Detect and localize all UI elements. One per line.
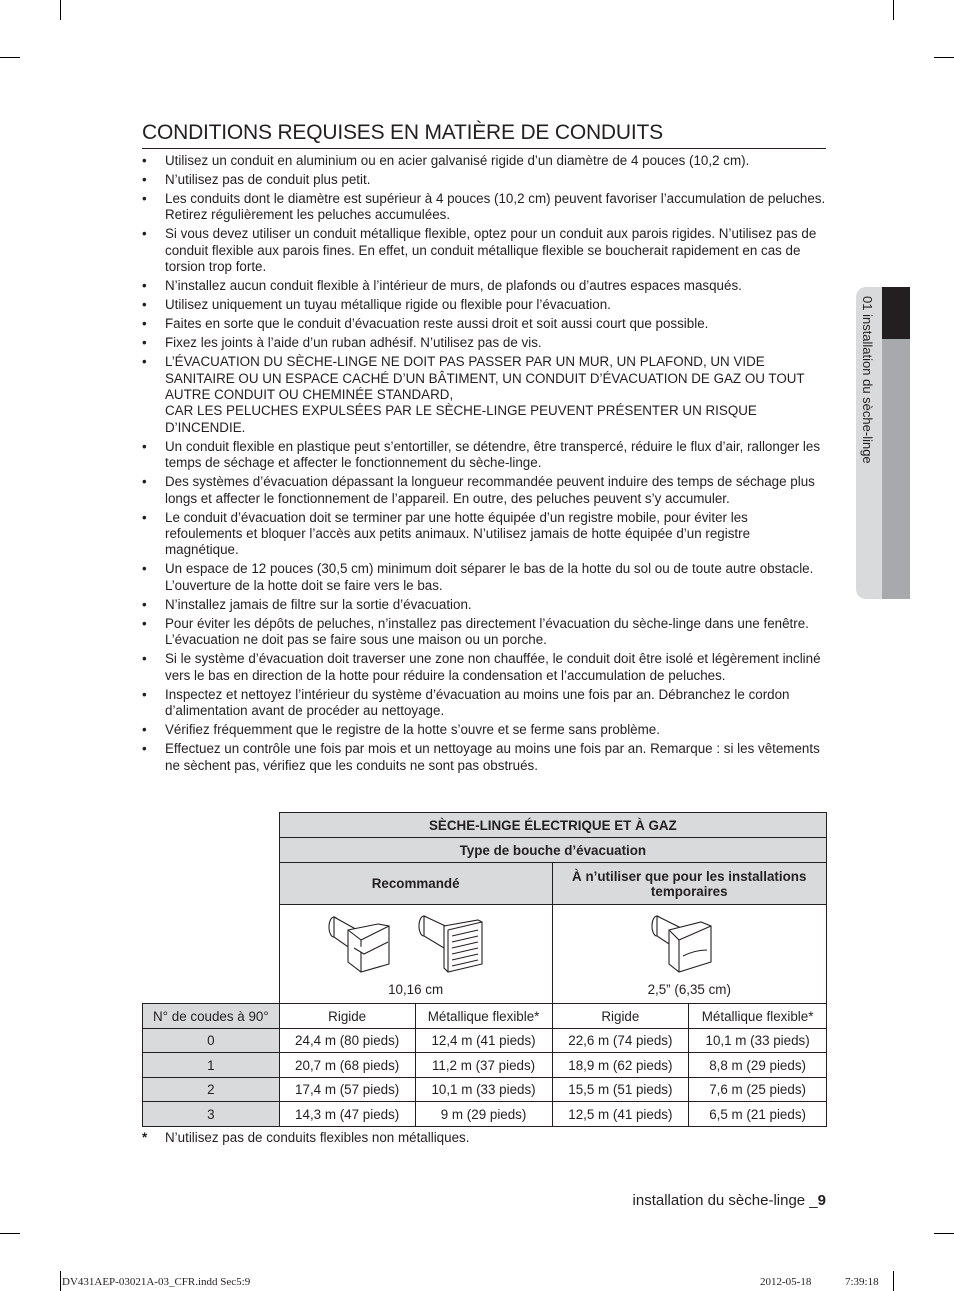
table-row: [143, 1102, 827, 1127]
requirement-text: • Le conduit d’évacuation doit se terminer par une hotte équipée d’un registre mobile, pour éviter les refoulements et bloquer l’accès aux petits animaux. N’utilisez jamais de hotte équipée d’un registre magnétique.: [165, 509, 751, 558]
requirement-item: [142, 316, 826, 332]
elbows-count: 3: [143, 1102, 280, 1127]
table-cell: 12,4 m (41 pieds): [415, 1029, 552, 1053]
crop-mark: [893, 0, 894, 20]
requirement-item: [142, 474, 826, 507]
requirement-item: [142, 561, 826, 594]
requirement-text: • Les conduits dont le diamètre est supérieur à 4 pouces (10,2 cm) peuvent favoriser l’accumulation de peluches.: [165, 191, 826, 206]
requirement-item: [142, 687, 826, 720]
table-cell: 8,8 m (29 pieds): [689, 1053, 827, 1078]
table-cell: 14,3 m (47 pieds): [279, 1102, 415, 1127]
table-title: SÈCHE-LINGE ÉLECTRIQUE ET À GAZ: [279, 813, 826, 838]
requirement-text: • N’installez aucun conduit flexible à l’intérieur de murs, de plafonds ou d’autres espaces masqués.: [165, 278, 742, 294]
table-cell: 10,1 m (33 pieds): [415, 1078, 552, 1102]
chapter-tab-shade: [882, 339, 910, 599]
table-cell: 18,9 m (62 pieds): [552, 1053, 689, 1078]
recommended-hood-illustrations: [316, 912, 516, 978]
recommended-header: Recommandé: [279, 863, 552, 905]
table-subtitle: Type de bouche d’évacuation: [279, 838, 826, 863]
requirement-item: [142, 278, 826, 294]
requirement-item: [142, 439, 826, 472]
column-header: Métallique flexible*: [415, 1004, 552, 1029]
requirement-text: • N’installez jamais de filtre sur la sortie d’évacuation.: [165, 596, 472, 612]
requirement-text: • Faites en sorte que le conduit d’évacuation reste aussi droit et soit aussi court que possible.: [165, 316, 709, 332]
table-cell: 9 m (29 pieds): [415, 1102, 552, 1127]
elbows-count: 1: [143, 1053, 280, 1078]
footer-section-label: installation du sèche-linge _: [632, 1192, 818, 1209]
requirement-item: [142, 597, 826, 613]
temporary-hood-illustration: [639, 912, 739, 978]
requirement-item: [142, 153, 826, 169]
requirement-item: [142, 172, 826, 188]
requirement-item: [142, 335, 826, 351]
table-cell: 11,2 m (37 pieds): [415, 1053, 552, 1078]
requirement-text: • Si le système d’évacuation doit traverser une zone non chauffée, le conduit doit être isolé et légèrement incliné vers le bas en direction de la hotte pour réduire la condensation et l’accumulation de peluches.: [165, 651, 821, 683]
recommended-hoods-cell: [279, 905, 552, 1004]
requirement-item: [142, 191, 826, 224]
requirement-item: [142, 741, 826, 774]
crop-mark: [60, 1271, 61, 1291]
table-cell: 15,5 m (51 pieds): [552, 1078, 689, 1102]
table-blank-corner: [143, 813, 280, 1004]
requirement-item: [142, 722, 826, 738]
requirement-text: • Un conduit flexible en plastique peut s’entortiller, se détendre, être transpercé, réduire le flux d’air, rallonger les temps de séchage et affecter le fonctionnement du sèche-linge.: [165, 438, 821, 471]
requirement-item: [142, 354, 826, 436]
requirement-text: • Vérifiez fréquemment que le registre de la hotte s’ouvre et se ferme sans problème.: [165, 722, 660, 738]
crop-mark: [60, 0, 61, 20]
table-cell: 6,5 m (21 pieds): [689, 1102, 827, 1127]
louvered-hood-icon: [329, 917, 389, 972]
slug-date: 2012-05-18: [760, 1276, 812, 1288]
requirement-text: • Utilisez uniquement un tuyau métallique rigide ou flexible pour l’évacuation.: [165, 297, 611, 313]
crop-mark: [934, 1233, 954, 1234]
table-cell: 17,4 m (57 pieds): [279, 1078, 415, 1102]
table-row: [143, 1078, 827, 1102]
requirement-text: • Utilisez un conduit en aluminium ou en acier galvanisé rigide d’un diamètre de 4 pouces (10,2 cm).: [165, 153, 750, 168]
requirement-item: [142, 297, 826, 313]
requirement-text: • L’ÉVACUATION DU SÈCHE-LINGE NE DOIT PAS PASSER PAR UN MUR, UN PLAFOND, UN VIDE SANITAIRE OU UN ESPACE CACHÉ D’UN BÂTIMENT, UN CONDUIT D’ÉVACUATION DE GAZ OU TOUT AUTRE CONDUIT OU CHEMINÉE STANDARD,: [165, 354, 805, 403]
page-footer: [633, 1192, 826, 1209]
chapter-tab-label: 01 installation du sèche-linge: [860, 296, 875, 464]
elbows-count: 2: [143, 1078, 280, 1102]
requirement-text: • N’utilisez pas de conduit plus petit.: [165, 172, 371, 187]
crop-mark: [934, 57, 954, 58]
crop-mark: [0, 57, 20, 58]
temporary-hood-cell: [552, 905, 827, 1004]
table-cell: 24,4 m (80 pieds): [279, 1029, 415, 1053]
requirement-item: [142, 651, 826, 684]
crop-mark: [0, 1233, 20, 1234]
page-number: 9: [817, 1192, 826, 1209]
requirement-item: [142, 616, 826, 649]
requirement-text: • Fixez les joints à l’aide d’un ruban adhésif. N’utilisez pas de vis.: [165, 335, 542, 351]
requirement-text: • Pour éviter les dépôts de peluches, n’installez pas directement l’évacuation du sèche-linge dans une fenêtre. L’évacuation ne doit pas se faire sous une maison ou un porche.: [165, 615, 809, 648]
chapter-tab-marker: [882, 287, 910, 339]
grille-hood-icon: [419, 916, 482, 972]
crop-mark: [893, 1271, 894, 1291]
requirement-text: • Effectuez un contrôle une fois par mois et un nettoyage au moins une fois par an. Remarque : si les vêtements ne sèchent pas, vérifiez que les conduits ne sont pas obstrués.: [165, 741, 820, 773]
table-cell: 22,6 m (74 pieds): [552, 1029, 689, 1053]
table-row: [143, 1053, 827, 1078]
requirements-list: [142, 153, 826, 777]
requirement-text: • Des systèmes d’évacuation dépassant la longueur recommandée peuvent induire des temps de séchage plus longs et affecter le fonctionnement de l’appareil. En outre, des peluches peuvent s’y accumuler.: [165, 474, 815, 506]
requirement-text: • Si vous devez utiliser un conduit métallique flexible, optez pour un conduit aux parois rigides. N’utilisez pas de conduit flexible aux parois fines. En effet, un conduit métallique flexible se boucherait rapidement en cas de torsion trop forte.: [165, 226, 817, 275]
requirement-item: [142, 226, 826, 275]
column-header: Rigide: [552, 1004, 689, 1029]
duct-length-table: [142, 812, 827, 1127]
requirement-text: • Inspectez et nettoyez l’intérieur du système d’évacuation au moins une fois par an. Débranchez le cordon d’alimentation avant de procéder au nettoyage.: [165, 686, 790, 719]
table-cell: 20,7 m (68 pieds): [279, 1053, 415, 1078]
recommended-caption: 10,16 cm: [388, 982, 444, 997]
page-title: CONDITIONS REQUISES EN MATIÈRE DE CONDUITS: [142, 121, 826, 149]
requirement-item: [142, 510, 826, 559]
slug-filename: DV431AEP-03021A-03_CFR.indd Sec5:9: [62, 1276, 251, 1288]
table-cell: 12,5 m (41 pieds): [552, 1102, 689, 1127]
table-cell: 10,1 m (33 pieds): [689, 1029, 827, 1053]
footnote-text: N’utilisez pas de conduits flexibles non métalliques.: [165, 1130, 470, 1145]
table-cell: 7,6 m (25 pieds): [689, 1078, 827, 1102]
column-header: Rigide: [279, 1004, 415, 1029]
requirement-text: CAR LES PELUCHES EXPULSÉES PAR LE SÈCHE-LINGE PEUVENT PRÉSENTER UN RISQUE D’INCENDIE.: [165, 403, 757, 435]
temporary-caption: 2,5” (6,35 cm): [647, 982, 731, 997]
slug-time: 7:39:18: [845, 1276, 879, 1288]
table-row: [143, 1029, 827, 1053]
elbows-count: 0: [143, 1029, 280, 1053]
elbows-header: N° de coudes à 90°: [143, 1004, 280, 1029]
column-header: Métallique flexible*: [689, 1004, 827, 1029]
footnote: [142, 1130, 469, 1145]
requirement-text: Retirez régulièrement les peluches accumulées.: [165, 207, 451, 223]
requirement-text: • Un espace de 12 pouces (30,5 cm) minimum doit séparer le bas de la hotte du sol ou de toute autre obstacle. L’ouverture de la hotte doit se faire vers le bas.: [165, 561, 814, 593]
footnote-marker: *: [142, 1130, 148, 1145]
temporary-header: À n’utiliser que pour les installations temporaires: [552, 863, 827, 905]
damper-hood-icon: [652, 916, 711, 972]
